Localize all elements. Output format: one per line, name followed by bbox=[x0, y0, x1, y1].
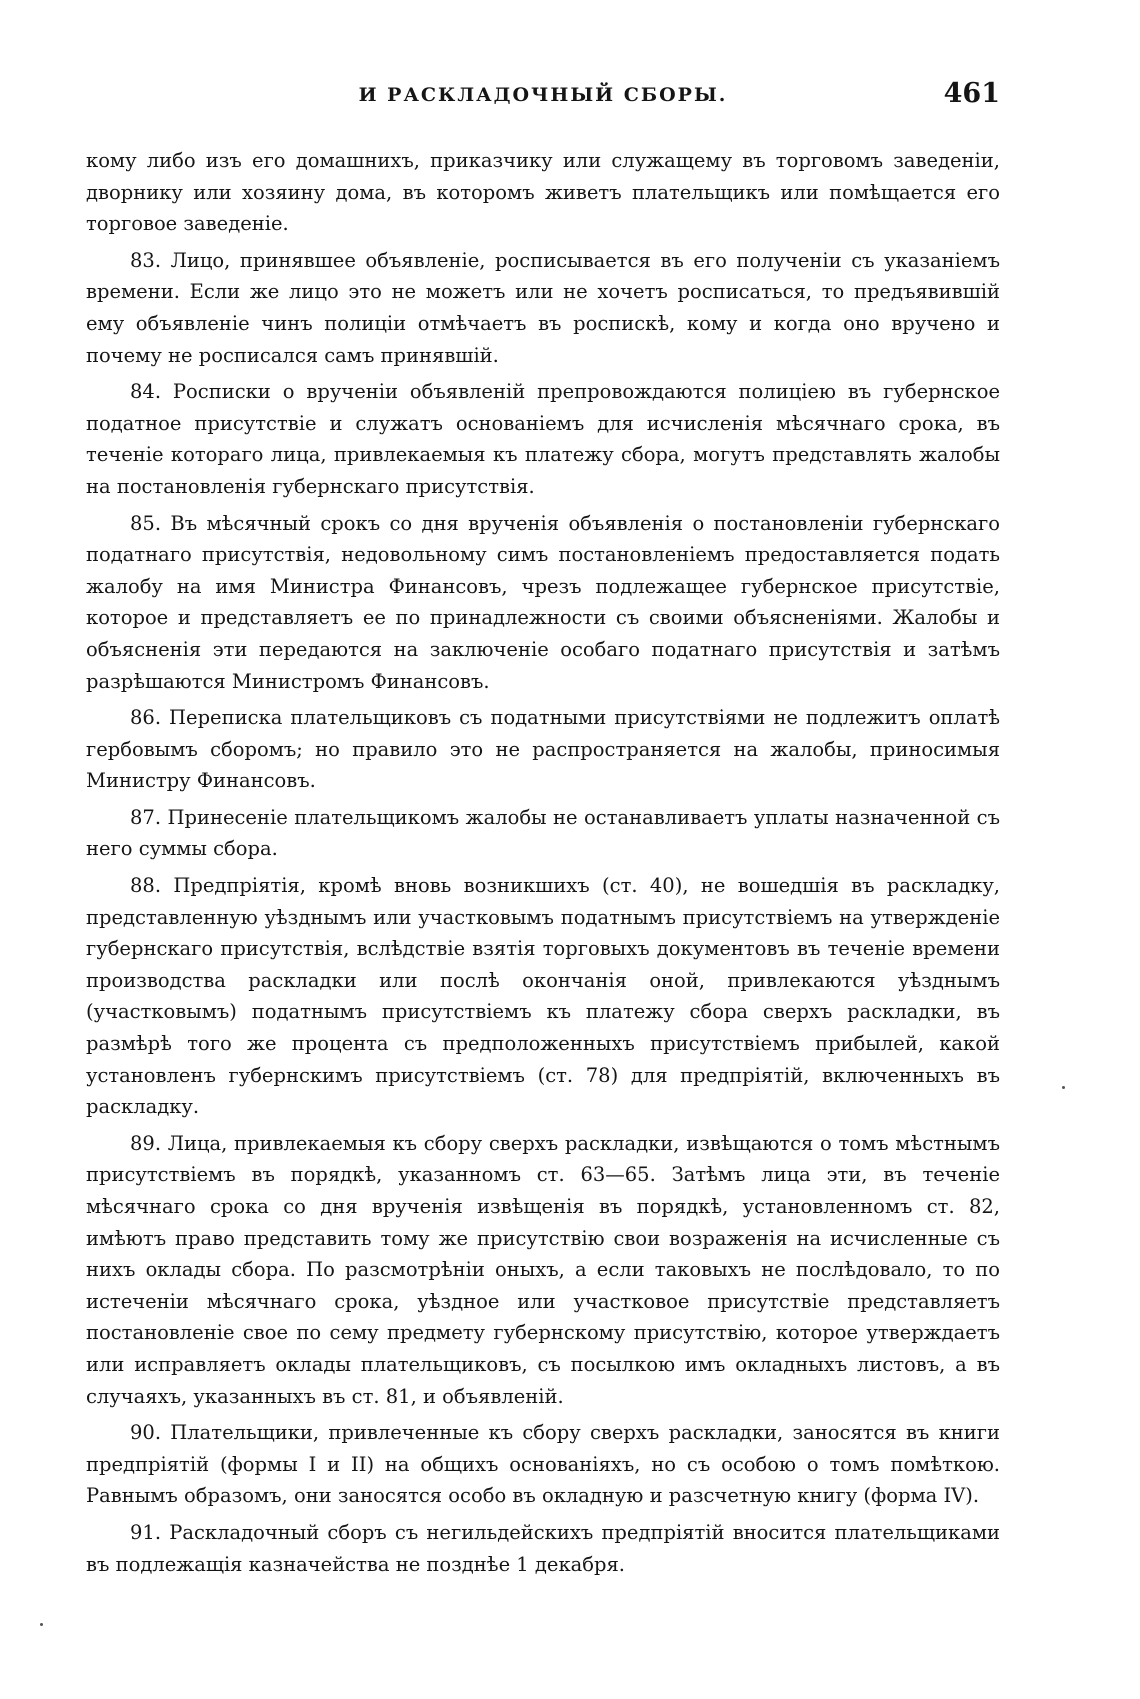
print-speck bbox=[40, 1623, 43, 1626]
paragraph-90: 90. Плательщики, привлеченные къ сбору сверхъ раскладки, заносятся въ книги предпріятій (формы I и II) на общихъ основаніяхъ, но съ особою о томъ помѣткою. Равнымъ образомъ, они заносятся особо въ окладную и разсчетную книгу (форма IV). bbox=[86, 1421, 1000, 1508]
page-header bbox=[86, 78, 1000, 118]
paragraph-88: 88. Предпріятія, кромѣ вновь возникшихъ (ст. 40), не вошедшія въ раскладку, представленную уѣзднымъ или участковымъ податнымъ присутствіемъ на утвержденіе губернскаго присутствія, вслѣдствіе взятія торговыхъ документовъ въ теченіе времени производства раскладки или послѣ окончанія оной, привлекаются уѣзднымъ (участковымъ) податнымъ присутствіемъ къ платежу сбора сверхъ раскладки, въ размѣрѣ того же процента съ предположенныхъ присутствіемъ прибылей, какой установленъ губернскимъ присутствіемъ (ст. 78) для предпріятій, включенныхъ въ раскладку. bbox=[86, 874, 1000, 1119]
paragraph-91: 91. Раскладочный сборъ съ негильдейскихъ предпріятій вносится плательщиками въ подлежащія казначейства не позднѣе 1 декабря. bbox=[86, 1520, 1000, 1576]
page-number: 461 bbox=[943, 78, 1000, 109]
text-body bbox=[86, 145, 1000, 1585]
paragraph-85: 85. Въ мѣсячный срокъ со дня врученія объявленія о постановленіи губернскаго податнаго присутствія, недовольному симъ постановленіемъ предоставляется подать жалобу на имя Министра Финансовъ, чрезъ подлежащее губернское присутствіе, которое и представляетъ ее по принадлежности съ своими объясненіями. Жалобы и объясненія эти передаются на заключеніе особаго податнаго присутствія и затѣмъ разрѣшаются Министромъ Финансовъ. bbox=[86, 511, 1000, 693]
paragraph-87: 87. Принесеніе плательщикомъ жалобы не останавливаетъ уплаты назначенной съ него суммы сбора. bbox=[86, 805, 1000, 861]
paragraph-84: 84. Росписки о врученіи объявленій препровождаются полиціею въ губернское податное присутствіе и служатъ основаніемъ для исчисленія мѣсячнаго срока, въ теченіе котораго лица, привлекаемыя къ платежу сбора, могутъ представлять жалобы на постановленія губернскаго присутствія. bbox=[86, 380, 1000, 498]
paragraph-continuation: кому либо изъ его домашнихъ, приказчику или служащему въ торговомъ заведеніи, дворнику или хозяину дома, въ которомъ живетъ плательщикъ или помѣщается его торговое заведеніе. bbox=[86, 149, 1000, 236]
paragraph-89: 89. Лица, привлекаемыя къ сбору сверхъ раскладки, извѣщаются о томъ мѣстнымъ присутствіемъ въ порядкѣ, указанномъ ст. 63—65. Затѣмъ лица эти, въ теченіе мѣсячнаго срока со дня врученія извѣщенія въ порядкѣ, установленномъ ст. 82, имѣютъ право представить тому же присутствію свои возраженія на исчисленные съ нихъ оклады сбора. По разсмотрѣніи оныхъ, а если таковыхъ не послѣдовало, то по истеченіи мѣсячнаго срока, уѣздное или участковое присутствіе представляетъ постановленіе свое по сему предмету губернскому присутствію, которое утверждаетъ или исправляетъ оклады плательщиковъ, съ посылкою имъ окладныхъ листовъ, а въ случаяхъ, указанныхъ въ ст. 81, и объявленій. bbox=[86, 1131, 1000, 1408]
print-speck bbox=[1062, 1086, 1065, 1089]
paragraph-83: 83. Лицо, принявшее объявленіе, росписывается въ его полученіи съ указаніемъ времени. Если же лицо это не можетъ или не хочетъ росписаться, то предъявившій ему объявленіе чинъ полиціи отмѣчаетъ въ роспискѣ, кому и когда оно вручено и почему не росписался самъ принявшій. bbox=[86, 248, 1000, 367]
paragraph-86: 86. Переписка плательщиковъ съ податными присутствіями не подлежитъ оплатѣ гербовымъ сборомъ; но правило это не распространяется на жалобы, приносимыя Министру Финансовъ. bbox=[86, 706, 1000, 793]
running-title: И РАСКЛАДОЧНЫЙ СБОРЫ. bbox=[358, 84, 728, 106]
